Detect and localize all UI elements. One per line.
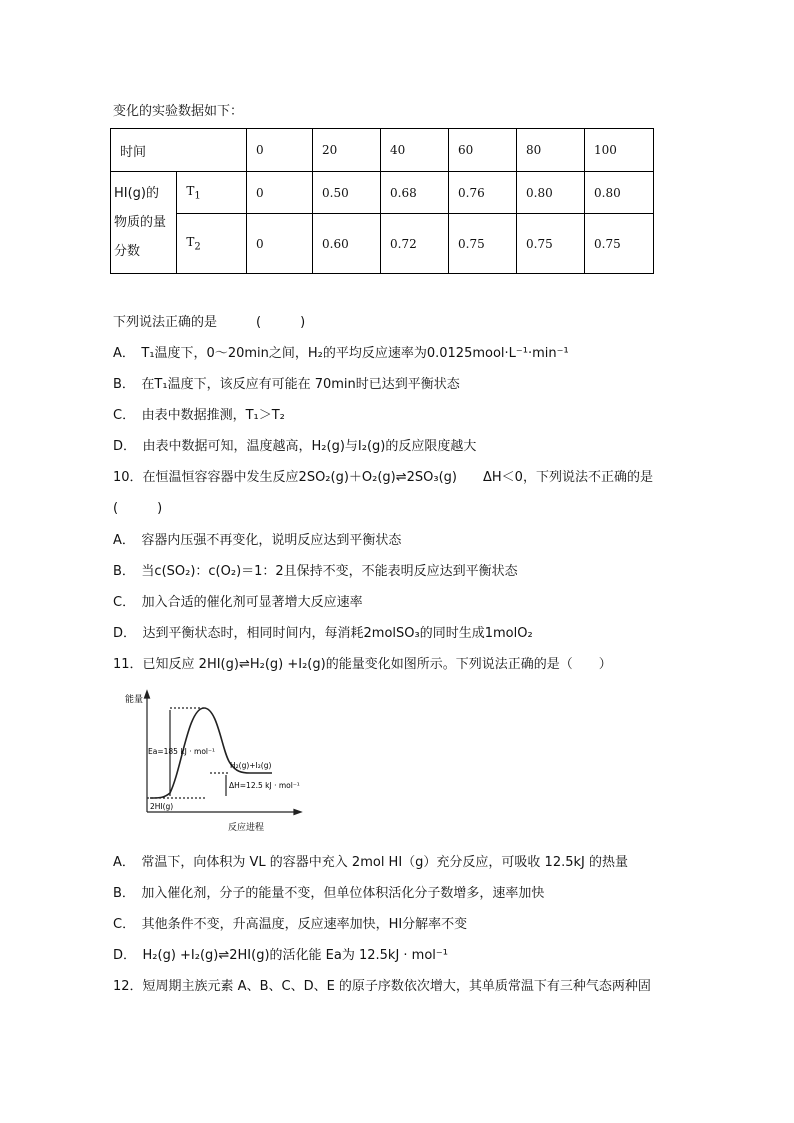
q11-stem: 11．已知反应 2HI(g)⇌H₂(g) +I₂(g)的能量变化如图所示。下列说法正确的是（ ） [113,657,612,672]
q12-stem: 12．短周期主族元素 A、B、C、D、E 的原子序数依次增大，其单质常温下有三种气态两种固 [113,979,651,994]
q9-option-a: A． T₁温度下，0～20min之间，H₂的平均反应速率为0.0125mool·L⁻¹·min⁻¹ [113,346,569,361]
time-cell: 0 [247,129,313,172]
time-cell: 100 [585,129,654,172]
q11-option-a: A． 常温下，向体积为 VL 的容器中充入 2mol HI（g）充分反应，可吸收 12.5kJ 的热量 [113,855,628,870]
dh-label: ΔH=12.5 kJ · mol⁻¹ [229,781,300,790]
ea-label: Ea=185 kJ · mol⁻¹ [148,747,215,756]
table-cell: 0.75 [517,214,585,274]
q9-stem: 下列说法正确的是 ( ) [113,315,306,330]
table-cell: 0.75 [449,214,517,274]
q10-stem: 10．在恒温恒容容器中发生反应2SO₂(g)＋O₂(g)⇌2SO₃(g) ΔH＜0，下列说法不正确的是 [113,470,653,485]
table-row [111,172,654,214]
table-cell: 0 [247,214,313,274]
table-header-row [111,129,654,172]
q11-option-c: C． 其他条件不变，升高温度，反应速率加快，HI分解率不变 [113,917,468,932]
time-cell: 40 [381,129,449,172]
x-axis-arrow [294,810,301,815]
reactant-label: 2HI(g) [150,802,174,811]
q10-option-c: C． 加入合适的催化剂可显著增大反应速率 [113,595,363,610]
time-cell: 20 [313,129,381,172]
q9-option-c: C． 由表中数据推测，T₁＞T₂ [113,408,285,423]
y-axis-arrow [145,691,150,698]
temp-label: $T_2$ [177,214,247,274]
q10-option-d: D． 达到平衡状态时，相同时间内，每消耗2molSO₃的同时生成1molO₂ [113,626,533,641]
time-header: 时间 [111,129,247,172]
x-axis-label: 反应进程 [228,823,265,833]
table-cell: 0.50 [313,172,381,214]
table-cell: 0.72 [381,214,449,274]
time-cell: 60 [449,129,517,172]
table-cell: 0 [247,172,313,214]
table-cell: 0.75 [585,214,654,274]
row-label: HI(g)的 物质的量 分数 [111,172,177,274]
table-cell: 0.80 [585,172,654,214]
q9-option-d: D． 由表中数据可知，温度越高，H₂(g)与I₂(g)的反应限度越大 [113,439,477,454]
intro-text: 变化的实验数据如下： [113,104,244,119]
energy-diagram [110,688,320,836]
temp-label: $T_1$ [177,172,247,214]
table-cell: 0.68 [381,172,449,214]
q10-option-a: A． 容器内压强不再变化，说明反应达到平衡状态 [113,533,402,548]
table-cell: 0.80 [517,172,585,214]
q10-stem-paren: ( ) [113,501,163,516]
table-cell: 0.76 [449,172,517,214]
table-cell: 0.60 [313,214,381,274]
data-table [110,128,654,274]
table-row [111,214,654,274]
q10-option-b: B． 当c(SO₂)：c(O₂)＝1：2且保持不变，不能表明反应达到平衡状态 [113,564,518,579]
q11-option-b: B． 加入催化剂，分子的能量不变，但单位体积活化分子数增多，速率加快 [113,886,545,901]
q9-option-b: B． 在T₁温度下，该反应有可能在 70min时已达到平衡状态 [113,377,460,392]
product-label: H₂(g)+I₂(g) [230,761,272,770]
q11-option-d: D． H₂(g) +I₂(g)⇌2HI(g)的活化能 Ea为 12.5kJ · mol⁻¹ [113,948,448,963]
time-cell: 80 [517,129,585,172]
y-axis-label: 能量 [125,695,144,705]
